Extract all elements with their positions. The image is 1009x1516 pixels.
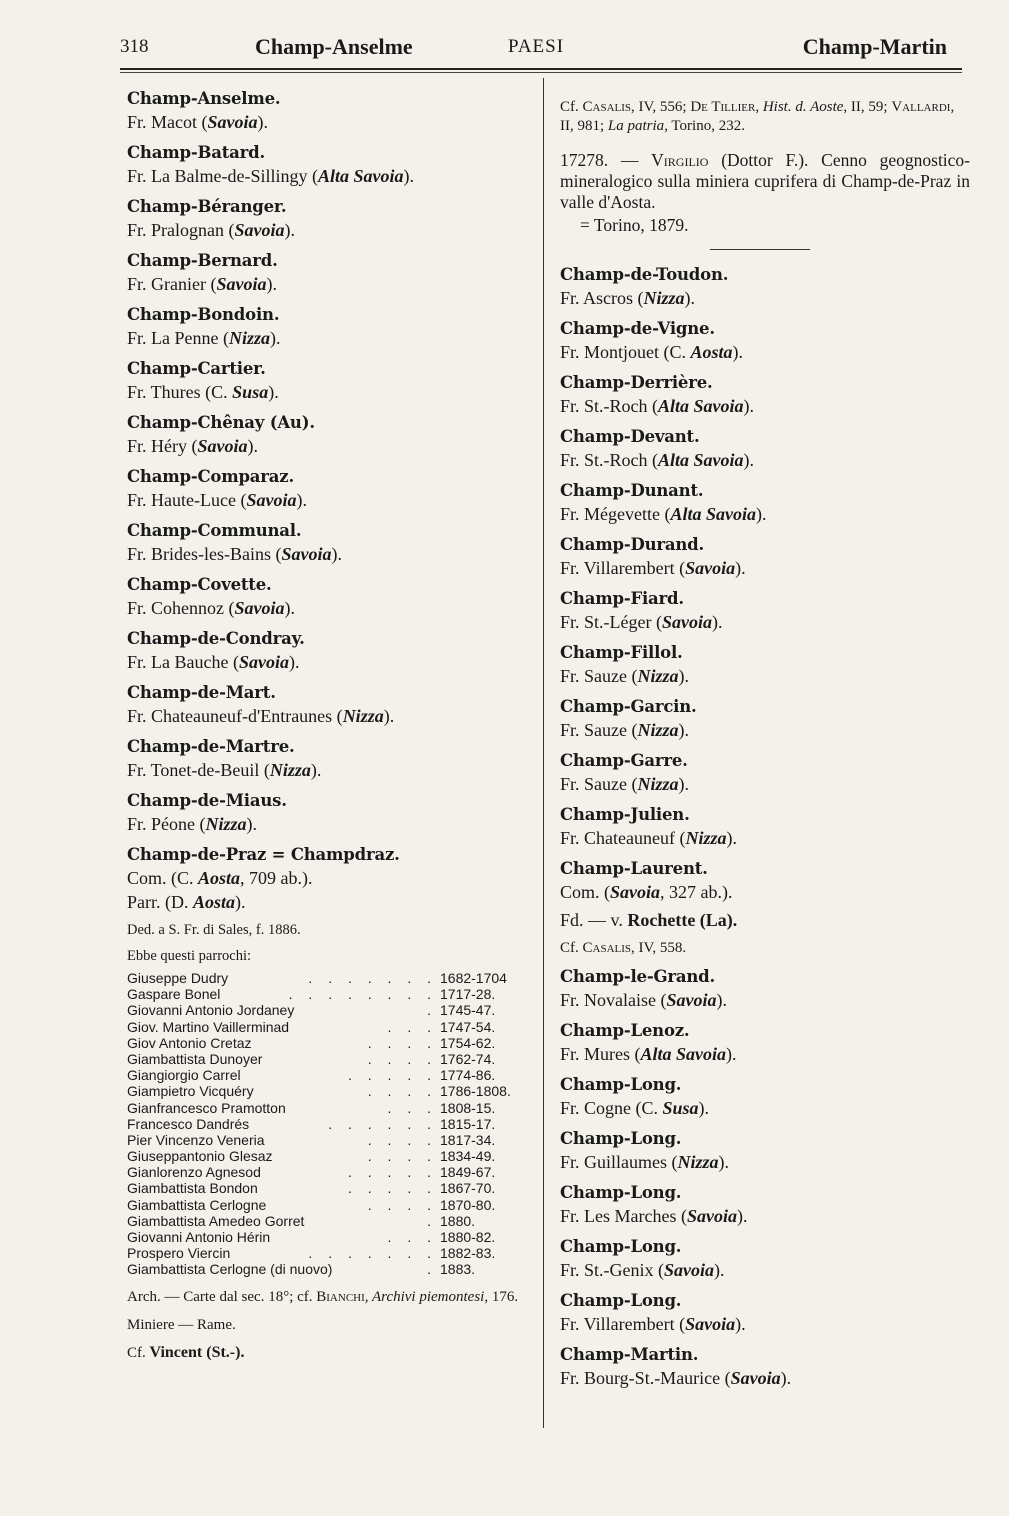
entry — [560, 804, 970, 850]
priest-years: 1834-49. — [440, 1148, 496, 1165]
priest-name: Gaspare Bonel — [127, 986, 221, 1003]
leader-dots: . . . . . — [347, 1180, 437, 1197]
leader-dots: . . . — [387, 1018, 437, 1035]
priest-name: Gianfrancesco Pramotton — [127, 1099, 286, 1116]
leader-dots: . . . . — [367, 1196, 437, 1213]
header-right-title: Champ-Martin — [802, 34, 947, 59]
priest-name: Giambattista Bondon — [127, 1180, 258, 1197]
leader-dots: . . . — [387, 1229, 437, 1245]
priest-row — [127, 1019, 527, 1035]
entry-headword: Champ-Chênay (Au). — [127, 413, 315, 432]
entry-headword: Champ-Communal. — [127, 521, 302, 540]
entry — [560, 318, 970, 364]
running-header — [120, 36, 962, 66]
leader-dots: . . . . . — [347, 1067, 437, 1084]
priest-row — [127, 1067, 527, 1083]
entry-headword: Champ-Long. — [560, 1129, 682, 1148]
priest-row — [127, 1116, 527, 1132]
entry-location: Fr. Chateauneuf-d'Entraunes (Nizza). — [127, 706, 395, 726]
entry-location: Fr. St.-Roch (Alta Savoia). — [560, 396, 755, 416]
header-section: PAESI — [508, 36, 565, 57]
priest-years: 1867-70. — [440, 1180, 496, 1197]
priest-name: Giangiorgio Carrel — [127, 1067, 241, 1084]
entry — [127, 628, 527, 674]
priest-years: 1786-1808. — [440, 1083, 511, 1100]
entry-location: Fr. Mures (Alta Savoia). — [560, 1044, 737, 1064]
entry-location: Fr. Guillaumes (Nizza). — [560, 1152, 730, 1172]
entry-headword: Champ-Fiard. — [560, 589, 684, 608]
entry — [560, 1074, 970, 1120]
entry — [560, 588, 970, 634]
entry-location: Fr. Granier (Savoia). — [127, 274, 277, 294]
priest-row — [127, 1083, 527, 1099]
entry — [127, 142, 527, 188]
priest-row — [127, 1051, 527, 1067]
entry-location: Fr. Brides-les-Bains (Savoia). — [127, 544, 343, 564]
priest-row — [127, 1229, 527, 1245]
entry-headword: Champ-Long. — [560, 1183, 682, 1202]
priest-name: Pier Vincenzo Veneria — [127, 1131, 265, 1148]
leader-dots: . — [427, 1002, 437, 1019]
right-top-cf: Cf. Casalis, IV, 556; De Tillier, Hist. d. Aoste, II, 59; Vallardi, II, 981; La patria, Torino, 232. — [560, 99, 955, 134]
priest-row — [127, 1100, 527, 1116]
entry-location: Fr. St.-Genix (Savoia). — [560, 1260, 725, 1280]
entry-headword: Champ-Batard. — [127, 143, 265, 162]
entry-headword: Champ-Dunant. — [560, 481, 704, 500]
entry-headword: Champ-Covette. — [127, 575, 272, 594]
entry — [127, 574, 527, 620]
entry-comune: Com. (C. Aosta, 709 ab.). — [127, 868, 313, 888]
entry — [560, 642, 970, 688]
column-divider — [543, 78, 544, 1428]
entry-headword: Champ-de-Vigne. — [560, 319, 715, 338]
priest-name: Giovanni Antonio Jordaney — [127, 1002, 295, 1019]
entry — [127, 466, 527, 512]
entry-location: Fr. Sauze (Nizza). — [560, 720, 689, 740]
priest-name: Giuseppe Dudry — [127, 970, 229, 986]
entry-headword: Champ-Derrière. — [560, 373, 713, 392]
entry-location: Fr. Sauze (Nizza). — [560, 666, 689, 686]
entry-headword: Champ-Martin. — [560, 1345, 699, 1364]
entry-headword: Champ-Bondoin. — [127, 305, 280, 324]
priest-years: 1754-62. — [440, 1034, 496, 1051]
leader-dots: . . . . — [367, 1131, 437, 1148]
priest-name: Giovanni Antonio Hérin — [127, 1229, 271, 1245]
priest-years: 1882-83. — [440, 1245, 496, 1262]
entry-location: Fr. Villarembert (Savoia). — [560, 558, 746, 578]
entry — [127, 250, 527, 296]
entry-location: Fr. Cogne (C. Susa). — [560, 1098, 710, 1118]
priest-row — [127, 1148, 527, 1164]
leader-dots: . . . . — [367, 1050, 437, 1067]
right-entry-list — [560, 264, 970, 850]
cross-reference: Cf. Vincent (St.-). — [127, 1343, 245, 1361]
entry-headword: Champ-Cartier. — [127, 359, 266, 378]
entry-headword: Champ-de-Mart. — [127, 683, 276, 702]
priest-name: Giov. Martino Vaillerminad — [127, 1018, 290, 1035]
entry — [560, 264, 970, 310]
entry — [560, 1020, 970, 1066]
leader-dots: . — [427, 1261, 437, 1278]
entry-headword: Champ-Béranger. — [127, 197, 287, 216]
leader-dots: . . . . . — [347, 1164, 437, 1181]
entry — [560, 750, 970, 796]
priest-name: Giov Antonio Cretaz — [127, 1034, 252, 1051]
entry-headword: Champ-Anselme. — [127, 89, 281, 108]
left-entry-list — [127, 88, 527, 836]
entry — [560, 372, 970, 418]
entry-headword: Champ-Garcin. — [560, 697, 697, 716]
entry — [560, 1182, 970, 1228]
entry-headword: Champ-de-Toudon. — [560, 265, 729, 284]
entry — [560, 1290, 970, 1336]
header-left-title: Champ-Anselme — [255, 34, 413, 59]
entry-location: Fr. Péone (Nizza). — [127, 814, 258, 834]
entry — [560, 1236, 970, 1282]
entry-location: Fr. Héry (Savoia). — [127, 436, 259, 456]
entry — [127, 736, 527, 782]
entry-see-also: Fd. — v. Rochette (La). — [560, 910, 738, 930]
priests-table — [127, 970, 527, 1278]
entry — [560, 480, 970, 526]
entry-location: Fr. Les Marches (Savoia). — [560, 1206, 748, 1226]
entry-location: Fr. La Balme-de-Sillingy (Alta Savoia). — [127, 166, 414, 186]
entry-location: Fr. Mégevette (Alta Savoia). — [560, 504, 767, 524]
right-entry-list-2 — [560, 966, 970, 1390]
entry-location: Fr. Haute-Luce (Savoia). — [127, 490, 307, 510]
leader-dots: . . . — [387, 1099, 437, 1116]
priest-row — [127, 986, 527, 1002]
entry — [560, 534, 970, 580]
entry-headword: Champ-Durand. — [560, 535, 705, 554]
priest-row — [127, 1002, 527, 1018]
entry-location: Fr. Ascros (Nizza). — [560, 288, 696, 308]
entry-comune: Com. (Savoia, 327 ab.). — [560, 882, 733, 902]
entry-location: Fr. Pralognan (Savoia). — [127, 220, 296, 240]
entry-location: Fr. Thures (C. Susa). — [127, 382, 279, 402]
entry-headword: Champ-de-Miaus. — [127, 791, 287, 810]
entry-location: Fr. Chateauneuf (Nizza). — [560, 828, 737, 848]
entry-cf: Cf. Casalis, IV, 558. — [560, 940, 687, 956]
entry-headword: Champ-Fillol. — [560, 643, 683, 662]
entry-location: Fr. Tonet-de-Beuil (Nizza). — [127, 760, 322, 780]
priest-row — [127, 1164, 527, 1180]
entry — [127, 358, 527, 404]
entry-headword: Champ-Lenoz. — [560, 1021, 690, 1040]
priest-row — [127, 1180, 527, 1196]
entry — [127, 682, 527, 728]
entry-headword: Champ-Laurent. — [560, 859, 708, 878]
entry — [127, 88, 527, 134]
priest-row — [127, 1261, 527, 1277]
entry-location: Fr. St.-Roch (Alta Savoia). — [560, 450, 755, 470]
section-separator — [710, 249, 810, 250]
priest-name: Giambattista Dunoyer — [127, 1050, 263, 1067]
priest-years: 1762-74. — [440, 1050, 496, 1067]
priest-years: 1717-28. — [440, 986, 496, 1003]
entry-location: Fr. Sauze (Nizza). — [560, 774, 689, 794]
entry-headword: Champ-Garre. — [560, 751, 688, 770]
priest-years: 1849-67. — [440, 1164, 496, 1181]
priest-row — [127, 1197, 527, 1213]
priest-years: 1815-17. — [440, 1115, 496, 1132]
priest-name: Giambattista Cerlogne (di nuovo) — [127, 1261, 333, 1278]
priest-name: Giuseppantonio Glesaz — [127, 1148, 273, 1165]
page-number: 318 — [120, 36, 149, 57]
mines-note: Miniere — Rame. — [127, 1316, 236, 1333]
entry-headword: Champ-Julien. — [560, 805, 690, 824]
entry-headword: Champ-Long. — [560, 1291, 682, 1310]
entry-parrocchia: Parr. (D. Aosta). — [127, 892, 246, 912]
leader-dots: . . . . — [367, 1083, 437, 1100]
bibliography-entry: 17278. — Virgilio (Dottor F.). Cenno geognostico-mineralogico sulla miniera cuprifera di Champ-de-Praz in valle d'Aosta. — [560, 150, 971, 212]
priest-years: 1745-47. — [440, 1002, 496, 1019]
priest-row — [127, 1035, 527, 1051]
right-column — [560, 98, 970, 1398]
entry — [127, 196, 527, 242]
entry — [560, 696, 970, 742]
leader-dots: . . . . — [367, 1148, 437, 1165]
leader-dots: . . . . . . — [328, 1115, 437, 1132]
priest-years: 1817-34. — [440, 1131, 496, 1148]
priest-name: Gianlorenzo Agnesod — [127, 1164, 261, 1181]
entry-location: Fr. Montjouet (C. Aosta). — [560, 342, 744, 362]
entry-headword: Champ-Bernard. — [127, 251, 278, 270]
priest-years: 1870-80. — [440, 1196, 496, 1213]
priest-name: Giambattista Cerlogne — [127, 1196, 267, 1213]
priest-years: 1808-15. — [440, 1099, 496, 1116]
leader-dots: . . . . — [367, 1034, 437, 1051]
priests-intro: Ebbe questi parrochi: — [127, 948, 252, 964]
header-rule-thin — [120, 72, 962, 73]
priest-row — [127, 1245, 527, 1261]
leader-dots: . . . . . . . — [308, 1245, 437, 1262]
entry-location: Fr. La Penne (Nizza). — [127, 328, 281, 348]
entry — [560, 1344, 970, 1390]
entry — [560, 966, 970, 1012]
priest-row — [127, 970, 527, 986]
entry — [127, 412, 527, 458]
priest-years: 1682-1704 — [440, 970, 507, 986]
entry-location: Fr. Bourg-St.-Maurice (Savoia). — [560, 1368, 792, 1388]
entry-location: Fr. Novalaise (Savoia). — [560, 990, 727, 1010]
entry-location: Fr. Villarembert (Savoia). — [560, 1314, 746, 1334]
entry-headword: Champ-Long. — [560, 1237, 682, 1256]
entry-location: Fr. Cohennoz (Savoia). — [127, 598, 296, 618]
priest-years: 1880. — [440, 1212, 476, 1229]
entry-headword: Champ-le-Grand. — [560, 967, 716, 986]
priest-years: 1774-86. — [440, 1067, 496, 1084]
entry-champ-laurent — [560, 858, 970, 958]
priest-row — [127, 1213, 527, 1229]
priest-name: Giampietro Vicquéry — [127, 1083, 254, 1100]
left-column — [127, 88, 527, 1367]
bibliography-place: = Torino, 1879. — [580, 215, 689, 235]
dedication-note: Ded. a S. Fr. di Sales, f. 1886. — [127, 922, 301, 938]
entry — [560, 1128, 970, 1174]
priest-years: 1883. — [440, 1261, 476, 1278]
priest-row — [127, 1132, 527, 1148]
entry-headword: Champ-Devant. — [560, 427, 700, 446]
entry — [127, 790, 527, 836]
priest-name: Francesco Dandrés — [127, 1115, 250, 1132]
priest-years: 1747-54. — [440, 1018, 496, 1035]
entry-location: Fr. St.-Léger (Savoia). — [560, 612, 723, 632]
entry-champ-de-praz — [127, 844, 527, 1363]
header-rule — [120, 68, 962, 70]
entry-headword: Champ-Long. — [560, 1075, 682, 1094]
entry-location: Fr. La Bauche (Savoia). — [127, 652, 300, 672]
leader-dots: . — [427, 1212, 437, 1229]
entry — [127, 304, 527, 350]
archive-note: Arch. — Carte dal sec. 18°; cf. Bianchi, Archivi piemontesi, 176. — [127, 1288, 519, 1305]
entry-location: Fr. Macot (Savoia). — [127, 112, 269, 132]
leader-dots: . . . . . . . — [308, 970, 437, 986]
priest-years: 1880-82. — [440, 1229, 496, 1245]
entry-headword: Champ-Comparaz. — [127, 467, 294, 486]
entry-headword: Champ-de-Martre. — [127, 737, 295, 756]
entry-headword: Champ-de-Praz = Champdraz. — [127, 845, 400, 864]
entry-headword: Champ-de-Condray. — [127, 629, 305, 648]
entry — [127, 520, 527, 566]
priest-name: Giambattista Amedeo Gorret — [127, 1212, 305, 1229]
priest-name: Prospero Viercin — [127, 1245, 231, 1262]
leader-dots: . . . . . . . . — [288, 986, 437, 1003]
entry — [560, 426, 970, 472]
